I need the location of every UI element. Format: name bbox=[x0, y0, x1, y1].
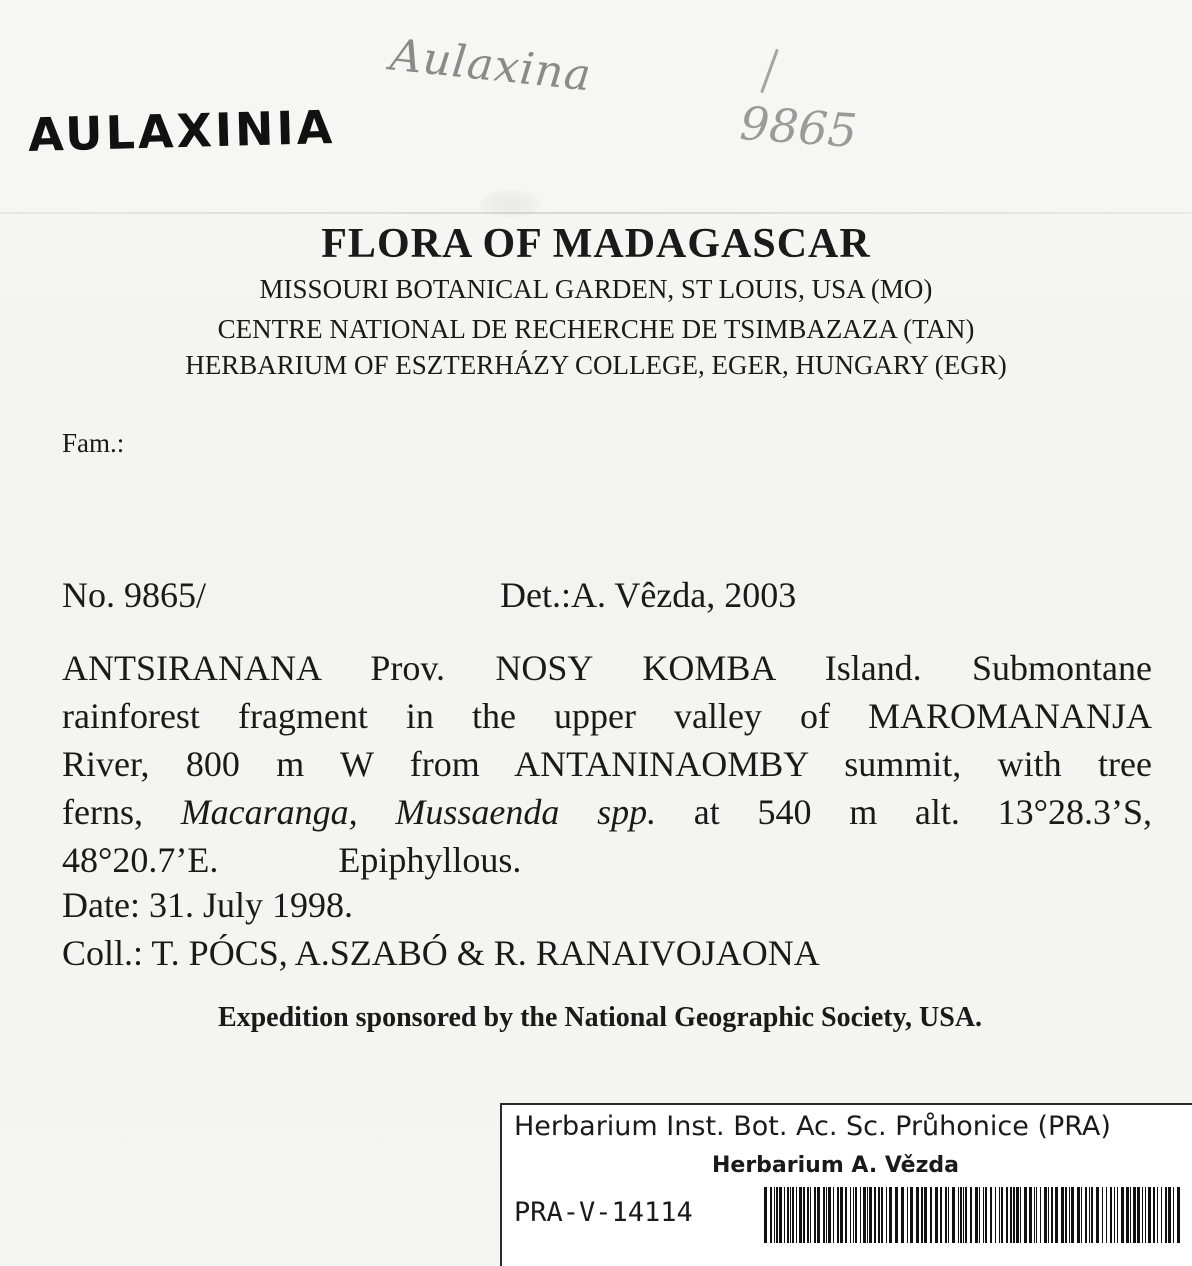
locality-description bbox=[62, 644, 1152, 884]
family-label: Fam.: bbox=[62, 428, 125, 458]
institution-line: MISSOURI BOTANICAL GARDEN, ST LOUIS, USA (MO) bbox=[259, 274, 933, 304]
accession-number: PRA-V-14114 bbox=[514, 1197, 693, 1228]
institution-line: CENTRE NATIONAL DE RECHERCHE DE TSIMBAZAZA (TAN) bbox=[217, 314, 975, 344]
locality-text: ferns, bbox=[62, 792, 143, 832]
paper-fold bbox=[0, 212, 1192, 214]
locality-text: at 540 m alt. 13°28.3’S, bbox=[693, 792, 1153, 832]
locality-line bbox=[62, 788, 1152, 836]
institution-line: HERBARIUM OF ESZTERHÁZY COLLEGE, EGER, HUNGARY (EGR) bbox=[185, 350, 1007, 380]
herbarium-name: Herbarium Inst. Bot. Ac. Sc. Průhonice (PRA) bbox=[514, 1111, 1111, 1142]
pencil-annotation: Aulaxina bbox=[387, 29, 594, 102]
label-title: FLORA OF MADAGASCAR bbox=[321, 221, 871, 267]
locality-line: rainforest fragment in the upper valley of MAROMANANJA bbox=[62, 696, 1152, 736]
taxa-italic: Macaranga, Mussaenda spp. bbox=[180, 792, 657, 832]
collection-date: Date: 31. July 1998. bbox=[62, 885, 353, 925]
sponsor-line: Expedition sponsored by the National Geographic Society, USA. bbox=[217, 1002, 983, 1033]
pra-accession-label bbox=[500, 1103, 1192, 1266]
locality-line: ANTSIRANANA Prov. NOSY KOMBA Island. Submontane bbox=[62, 648, 1152, 688]
collectors: Coll.: T. PÓCS, A.SZABÓ & R. RANAIVOJAONA bbox=[62, 933, 820, 973]
barcode bbox=[764, 1187, 1182, 1243]
locality-line bbox=[62, 836, 1152, 884]
determination: Det.:A. Vêzda, 2003 bbox=[500, 575, 797, 615]
locality-line: River, 800 m W from ANTANINAOMBY summit, with tree bbox=[62, 744, 1152, 784]
longitude: 48°20.7’E. bbox=[62, 840, 219, 880]
substrate: Epiphyllous. bbox=[338, 840, 522, 880]
pencil-number: 9865 bbox=[738, 95, 859, 159]
collection-number: No. 9865/ bbox=[62, 575, 206, 615]
family-field bbox=[62, 428, 130, 459]
collection-name: Herbarium A. Vězda bbox=[712, 1153, 960, 1178]
handwritten-genus: AULAXINIA bbox=[27, 99, 336, 163]
paper-stain bbox=[480, 190, 540, 218]
